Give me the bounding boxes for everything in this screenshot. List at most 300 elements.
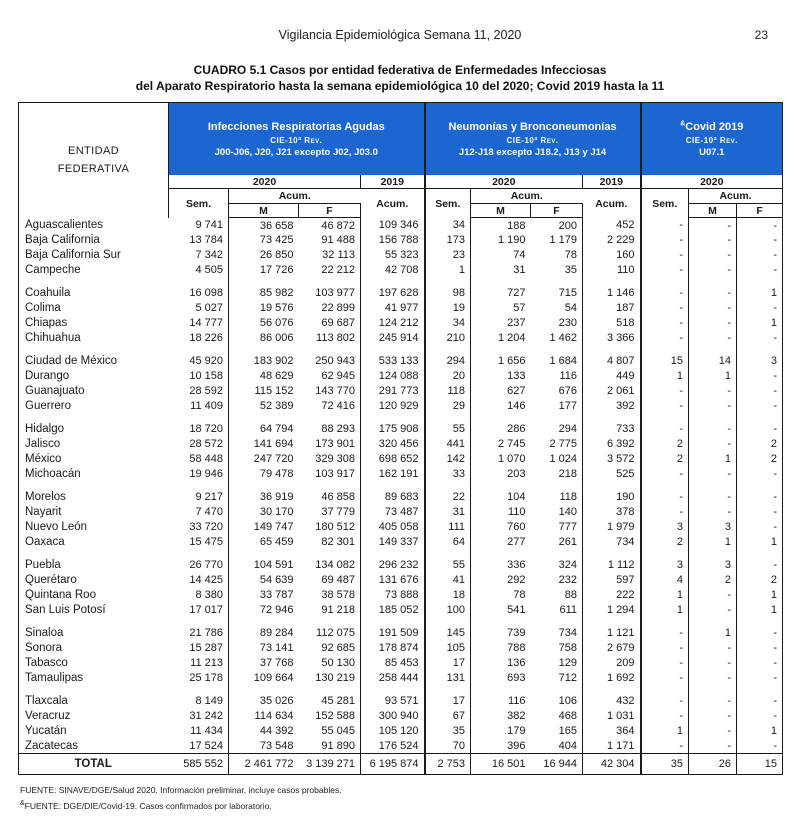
spacer-cell xyxy=(361,346,425,354)
value-cell: - xyxy=(641,467,689,482)
spacer-cell xyxy=(425,414,471,422)
value-cell: 294 xyxy=(531,422,583,437)
value-cell: 1 112 xyxy=(583,558,641,573)
value-cell: - xyxy=(689,301,737,316)
entity-name: Guanajuato xyxy=(25,385,85,398)
value-cell: - xyxy=(641,505,689,520)
value-cell: 177 xyxy=(531,399,583,414)
value-cell: 54 639 xyxy=(259,574,294,587)
value-cell: - xyxy=(641,316,689,331)
year-2020-label: 2020 xyxy=(169,175,361,189)
value-cell: 200 xyxy=(531,218,583,233)
spacer-cell xyxy=(583,686,641,694)
group-rev: CIE-10ª Rev. xyxy=(506,136,559,146)
value-cell: 11 409 xyxy=(169,399,229,414)
year-2019-label: 2019 xyxy=(361,175,425,189)
entity-name: Zacatecas xyxy=(25,740,79,753)
spacer-cell xyxy=(689,278,737,286)
value-cell: 11 434 xyxy=(169,724,229,739)
epidemiology-table xyxy=(18,102,783,775)
value-cell: 3 xyxy=(641,558,689,573)
value-cell: 404 xyxy=(531,739,583,754)
value-cell: 3 xyxy=(770,355,778,368)
value-cell: - xyxy=(689,709,737,724)
value-cell: 698 652 xyxy=(361,452,425,467)
value-cell: 320 456 xyxy=(361,437,425,452)
spacer-cell xyxy=(169,482,229,490)
value-cell: 2 xyxy=(641,452,689,467)
value-cell: 222 xyxy=(583,588,641,603)
entity-name: Michoacán xyxy=(25,468,81,481)
spacer-cell xyxy=(229,550,299,558)
value-cell: - xyxy=(689,739,737,754)
value-cell: 25 178 xyxy=(169,671,229,686)
spacer-cell xyxy=(169,346,229,354)
value-cell: 36 658 xyxy=(259,219,294,232)
spacer-cell xyxy=(169,414,229,422)
value-cell: 1 190 xyxy=(497,234,526,247)
spacer-cell xyxy=(361,278,425,286)
value-cell: 44 392 xyxy=(259,725,294,738)
value-cell: 104 xyxy=(507,491,526,504)
spacer-cell xyxy=(361,482,425,490)
total-value-cell: 6 195 874 xyxy=(361,754,425,775)
value-cell: 247 720 xyxy=(253,453,294,466)
value-cell: 1 xyxy=(689,535,737,550)
spacer-cell xyxy=(299,278,361,286)
spacer-cell xyxy=(689,482,737,490)
value-cell: 9 741 xyxy=(169,218,229,233)
spacer-cell xyxy=(641,346,689,354)
total-value-cell: 2 753 xyxy=(425,754,471,775)
value-cell: 54 xyxy=(531,301,583,316)
value-cell: 210 xyxy=(425,331,471,346)
total-value-cell: 15 xyxy=(737,754,783,775)
value-cell: 2 229 xyxy=(583,233,641,248)
sem-label: Sem. xyxy=(641,189,689,218)
spacer-cell xyxy=(737,482,783,490)
value-cell: 133 xyxy=(507,370,526,383)
value-cell: 277 xyxy=(507,536,526,549)
spacer-cell xyxy=(737,346,783,354)
table-row xyxy=(19,301,783,316)
value-cell: 35 xyxy=(531,263,583,278)
value-cell: 73 425 xyxy=(259,234,294,247)
group-title: Infecciones Respiratorias Agudas xyxy=(207,120,385,133)
value-cell: 3 xyxy=(641,520,689,535)
value-cell: - xyxy=(689,316,737,331)
value-cell: 541 xyxy=(507,604,526,617)
value-cell: 56 076 xyxy=(259,317,294,330)
value-cell: 7 470 xyxy=(169,505,229,520)
spacer-cell xyxy=(471,482,531,490)
value-cell: 1 462 xyxy=(531,331,583,346)
value-cell: - xyxy=(689,233,737,248)
value-cell: 88 xyxy=(531,588,583,603)
entity-header-line2: FEDERATIVA xyxy=(57,162,130,175)
value-cell: 32 113 xyxy=(299,248,361,263)
value-cell: 734 xyxy=(531,626,583,641)
total-value-cell: 3 139 271 xyxy=(299,754,361,775)
value-cell: 35 026 xyxy=(259,695,294,708)
value-cell: 324 xyxy=(531,558,583,573)
value-cell: - xyxy=(689,724,737,739)
page-number: 23 xyxy=(754,28,768,42)
value-cell: 2 775 xyxy=(531,437,583,452)
value-cell: 113 802 xyxy=(299,331,361,346)
value-cell: - xyxy=(689,248,737,263)
value-cell: 197 628 xyxy=(361,286,425,301)
value-cell: 64 794 xyxy=(259,423,294,436)
value-cell: 52 389 xyxy=(259,400,294,413)
spacer-cell xyxy=(737,686,783,694)
entity-name: Tamaulipas xyxy=(25,672,84,685)
value-cell: 62 945 xyxy=(299,369,361,384)
year-2019-label: 2019 xyxy=(583,175,641,189)
value-cell: - xyxy=(773,468,778,481)
value-cell: 11 213 xyxy=(169,656,229,671)
value-cell: 230 xyxy=(531,316,583,331)
value-cell: 17 xyxy=(425,656,471,671)
table-row xyxy=(19,603,783,618)
year-2020-label: 2020 xyxy=(641,175,783,189)
total-value-cell: 585 552 xyxy=(169,754,229,775)
value-cell: 1 xyxy=(641,588,689,603)
value-cell: 5 027 xyxy=(169,301,229,316)
value-cell: 291 773 xyxy=(361,384,425,399)
value-cell: 2 xyxy=(770,574,778,587)
value-cell: 14 777 xyxy=(169,316,229,331)
value-cell: - xyxy=(641,626,689,641)
entity-name: Coahuila xyxy=(25,287,71,300)
value-cell: 1 xyxy=(641,603,689,618)
value-cell: 17 017 xyxy=(169,603,229,618)
spacer-cell xyxy=(19,414,169,422)
spacer-cell xyxy=(425,618,471,626)
spacer-cell xyxy=(169,550,229,558)
group-rev: CIE-10ª Rev. xyxy=(270,136,323,146)
value-cell: - xyxy=(641,301,689,316)
value-cell: 79 478 xyxy=(259,468,294,481)
table-row xyxy=(19,316,783,331)
entity-name: Sinaloa xyxy=(25,627,64,640)
value-cell: 78 xyxy=(513,589,526,602)
value-cell: 156 788 xyxy=(361,233,425,248)
value-cell: - xyxy=(641,331,689,346)
table-row xyxy=(19,558,783,573)
value-cell: 449 xyxy=(583,369,641,384)
value-cell: 116 xyxy=(531,369,583,384)
covid-footnote-mark: & xyxy=(680,119,686,127)
value-cell: 183 902 xyxy=(253,355,294,368)
spacer-cell xyxy=(169,686,229,694)
spacer-cell xyxy=(425,482,471,490)
value-cell: 18 720 xyxy=(169,422,229,437)
female-label: F xyxy=(737,204,783,218)
value-cell: 67 xyxy=(425,709,471,724)
value-cell: - xyxy=(689,218,737,233)
spacer-cell xyxy=(583,278,641,286)
spacer-cell xyxy=(229,414,299,422)
value-cell: 109 664 xyxy=(253,672,294,685)
spacer-cell xyxy=(229,346,299,354)
spacer-cell xyxy=(361,414,425,422)
value-cell: 336 xyxy=(507,559,526,572)
value-cell: 41 xyxy=(425,573,471,588)
value-cell: - xyxy=(641,286,689,301)
value-cell: 8 380 xyxy=(169,588,229,603)
value-cell: 4 807 xyxy=(583,354,641,369)
spacer-cell xyxy=(689,414,737,422)
value-cell: 1 204 xyxy=(497,332,526,345)
group-title: Neumonías y Bronconeumonías xyxy=(448,120,617,133)
value-cell: 7 342 xyxy=(169,248,229,263)
spacer-cell xyxy=(641,550,689,558)
value-cell: 17 xyxy=(425,694,471,709)
group-title: &Covid 2019 xyxy=(680,119,744,133)
value-cell: - xyxy=(773,400,778,413)
value-cell: 34 xyxy=(425,218,471,233)
spacer-cell xyxy=(737,278,783,286)
value-cell: 1 070 xyxy=(497,453,526,466)
value-cell: 103 917 xyxy=(299,467,361,482)
table-row xyxy=(19,656,783,671)
spacer-cell xyxy=(471,618,531,626)
group-separator xyxy=(19,278,783,286)
spacer-cell xyxy=(689,618,737,626)
spacer-cell xyxy=(19,618,169,626)
table-row xyxy=(19,573,783,588)
group-header-row xyxy=(19,103,783,175)
value-cell: 739 xyxy=(507,627,526,640)
value-cell: 78 xyxy=(531,248,583,263)
value-cell: 105 xyxy=(425,641,471,656)
value-cell: - xyxy=(689,694,737,709)
value-cell: 21 786 xyxy=(169,626,229,641)
spacer-cell xyxy=(229,482,299,490)
value-cell: 118 xyxy=(531,490,583,505)
value-cell: 1 684 xyxy=(531,354,583,369)
value-cell: 110 xyxy=(583,263,641,278)
value-cell: 149 747 xyxy=(253,521,294,534)
value-cell: - xyxy=(689,399,737,414)
value-cell: 70 xyxy=(425,739,471,754)
spacer-cell xyxy=(531,550,583,558)
value-cell: 175 908 xyxy=(361,422,425,437)
value-cell: 441 xyxy=(425,437,471,452)
spacer-cell xyxy=(299,686,361,694)
spacer-cell xyxy=(425,550,471,558)
entity-name: Tabasco xyxy=(25,657,68,670)
value-cell: 758 xyxy=(531,641,583,656)
value-cell: 1 294 xyxy=(583,603,641,618)
value-cell: 45 281 xyxy=(299,694,361,709)
value-cell: - xyxy=(641,490,689,505)
male-label: M xyxy=(229,204,299,218)
value-cell: 2 xyxy=(770,438,778,451)
spacer-cell xyxy=(19,686,169,694)
value-cell: 130 219 xyxy=(299,671,361,686)
value-cell: 91 890 xyxy=(299,739,361,754)
value-cell: 378 xyxy=(583,505,641,520)
value-cell: 18 xyxy=(425,588,471,603)
value-cell: 1 146 xyxy=(583,286,641,301)
entity-name: Jalisco xyxy=(25,438,61,451)
value-cell: 3 366 xyxy=(583,331,641,346)
value-cell: 1 xyxy=(425,263,471,278)
value-cell: 2 xyxy=(689,573,737,588)
value-cell: 22 212 xyxy=(299,263,361,278)
value-cell: - xyxy=(773,672,778,685)
value-cell: 15 475 xyxy=(169,535,229,550)
value-cell: 65 459 xyxy=(259,536,294,549)
spacer-cell xyxy=(425,278,471,286)
year-2020-label: 2020 xyxy=(425,175,583,189)
entity-name: Guerrero xyxy=(25,400,72,413)
spacer-cell xyxy=(531,618,583,626)
table-row xyxy=(19,437,783,452)
value-cell: 19 xyxy=(425,301,471,316)
acum-label: Acum. xyxy=(689,189,783,204)
value-cell: 33 787 xyxy=(259,589,294,602)
table-row xyxy=(19,399,783,414)
spacer-cell xyxy=(361,550,425,558)
value-cell: 396 xyxy=(507,740,526,753)
value-cell: 245 914 xyxy=(361,331,425,346)
value-cell: 432 xyxy=(583,694,641,709)
value-cell: 1 xyxy=(770,536,778,549)
entity-name: Colima xyxy=(25,302,61,315)
entity-name: Campeche xyxy=(25,264,81,277)
entity-name: Puebla xyxy=(25,559,61,572)
spacer-cell xyxy=(229,278,299,286)
value-cell: 91 488 xyxy=(299,233,361,248)
value-cell: 1 656 xyxy=(497,355,526,368)
value-cell: 176 524 xyxy=(361,739,425,754)
group-separator xyxy=(19,618,783,626)
value-cell: 35 xyxy=(425,724,471,739)
value-cell: - xyxy=(773,219,778,232)
value-cell: 627 xyxy=(507,385,526,398)
group-header-neumonias xyxy=(425,103,641,175)
value-cell: 93 571 xyxy=(361,694,425,709)
value-cell: 1 xyxy=(689,626,737,641)
spacer-cell xyxy=(19,550,169,558)
spacer-cell xyxy=(19,346,169,354)
value-cell: 42 708 xyxy=(361,263,425,278)
table-row xyxy=(19,490,783,505)
value-cell: 1 xyxy=(641,724,689,739)
value-cell: 392 xyxy=(583,399,641,414)
total-value-cell: 16 944 xyxy=(531,754,583,775)
value-cell: 103 977 xyxy=(299,286,361,301)
value-cell: 329 308 xyxy=(299,452,361,467)
value-cell: - xyxy=(689,603,737,618)
value-cell: 173 901 xyxy=(299,437,361,452)
value-cell: 760 xyxy=(507,521,526,534)
value-cell: 58 448 xyxy=(169,452,229,467)
total-label: TOTAL xyxy=(19,754,169,775)
value-cell: 178 874 xyxy=(361,641,425,656)
value-cell: 160 xyxy=(583,248,641,263)
value-cell: - xyxy=(773,740,778,753)
spacer-cell xyxy=(361,686,425,694)
spacer-cell xyxy=(583,550,641,558)
spacer-cell xyxy=(583,482,641,490)
value-cell: 777 xyxy=(531,520,583,535)
value-cell: 28 592 xyxy=(169,384,229,399)
acum-label: Acum. xyxy=(471,189,583,204)
value-cell: 111 xyxy=(425,520,471,535)
value-cell: - xyxy=(641,641,689,656)
value-cell: 9 217 xyxy=(169,490,229,505)
value-cell: - xyxy=(641,233,689,248)
value-cell: 525 xyxy=(583,467,641,482)
value-cell: 1 xyxy=(770,604,778,617)
value-cell: 232 xyxy=(531,573,583,588)
value-cell: 2 xyxy=(641,437,689,452)
value-cell: 733 xyxy=(583,422,641,437)
value-cell: 88 293 xyxy=(299,422,361,437)
value-cell: 55 045 xyxy=(299,724,361,739)
spacer-cell xyxy=(583,346,641,354)
value-cell: 1 xyxy=(770,589,778,602)
spacer-cell xyxy=(19,482,169,490)
value-cell: 300 940 xyxy=(361,709,425,724)
table-title-line2: del Aparato Respiratorio hasta la semana epidemiológica 10 del 2020; Covid 2019 hasta la 11 xyxy=(135,79,665,94)
value-cell: 18 226 xyxy=(169,331,229,346)
group-rev: CIE-10ª Rev. xyxy=(685,136,738,146)
value-cell: - xyxy=(689,467,737,482)
value-cell: 110 xyxy=(507,506,526,519)
value-cell: - xyxy=(773,642,778,655)
value-cell: 73 888 xyxy=(361,588,425,603)
value-cell: 55 xyxy=(425,558,471,573)
value-cell: - xyxy=(641,263,689,278)
value-cell: 518 xyxy=(583,316,641,331)
spacer-cell xyxy=(641,618,689,626)
acum-2019-label: Acum. xyxy=(361,189,425,218)
entity-name: Yucatán xyxy=(25,725,67,738)
value-cell: 141 694 xyxy=(253,438,294,451)
value-cell: 29 xyxy=(425,399,471,414)
value-cell: 2 xyxy=(770,453,778,466)
value-cell: 1 xyxy=(641,369,689,384)
value-cell: - xyxy=(641,218,689,233)
value-cell: 69 687 xyxy=(299,316,361,331)
value-cell: 1 031 xyxy=(583,709,641,724)
value-cell: 382 xyxy=(507,710,526,723)
value-cell: 74 xyxy=(513,249,526,262)
spacer-cell xyxy=(689,346,737,354)
entity-name: Baja California Sur xyxy=(25,249,121,262)
value-cell: - xyxy=(773,627,778,640)
group-codes: U07.1 xyxy=(699,147,725,159)
table-row xyxy=(19,626,783,641)
value-cell: 37 779 xyxy=(299,505,361,520)
spacer-cell xyxy=(471,550,531,558)
page-header xyxy=(18,28,782,46)
value-cell: 1 979 xyxy=(583,520,641,535)
entity-name: Oaxaca xyxy=(25,536,65,549)
value-cell: 41 977 xyxy=(361,301,425,316)
value-cell: 85 453 xyxy=(361,656,425,671)
entity-name: México xyxy=(25,453,62,466)
entity-name: Durango xyxy=(25,370,70,383)
spacer-cell xyxy=(641,686,689,694)
value-cell: 180 512 xyxy=(299,520,361,535)
value-cell: - xyxy=(773,423,778,436)
